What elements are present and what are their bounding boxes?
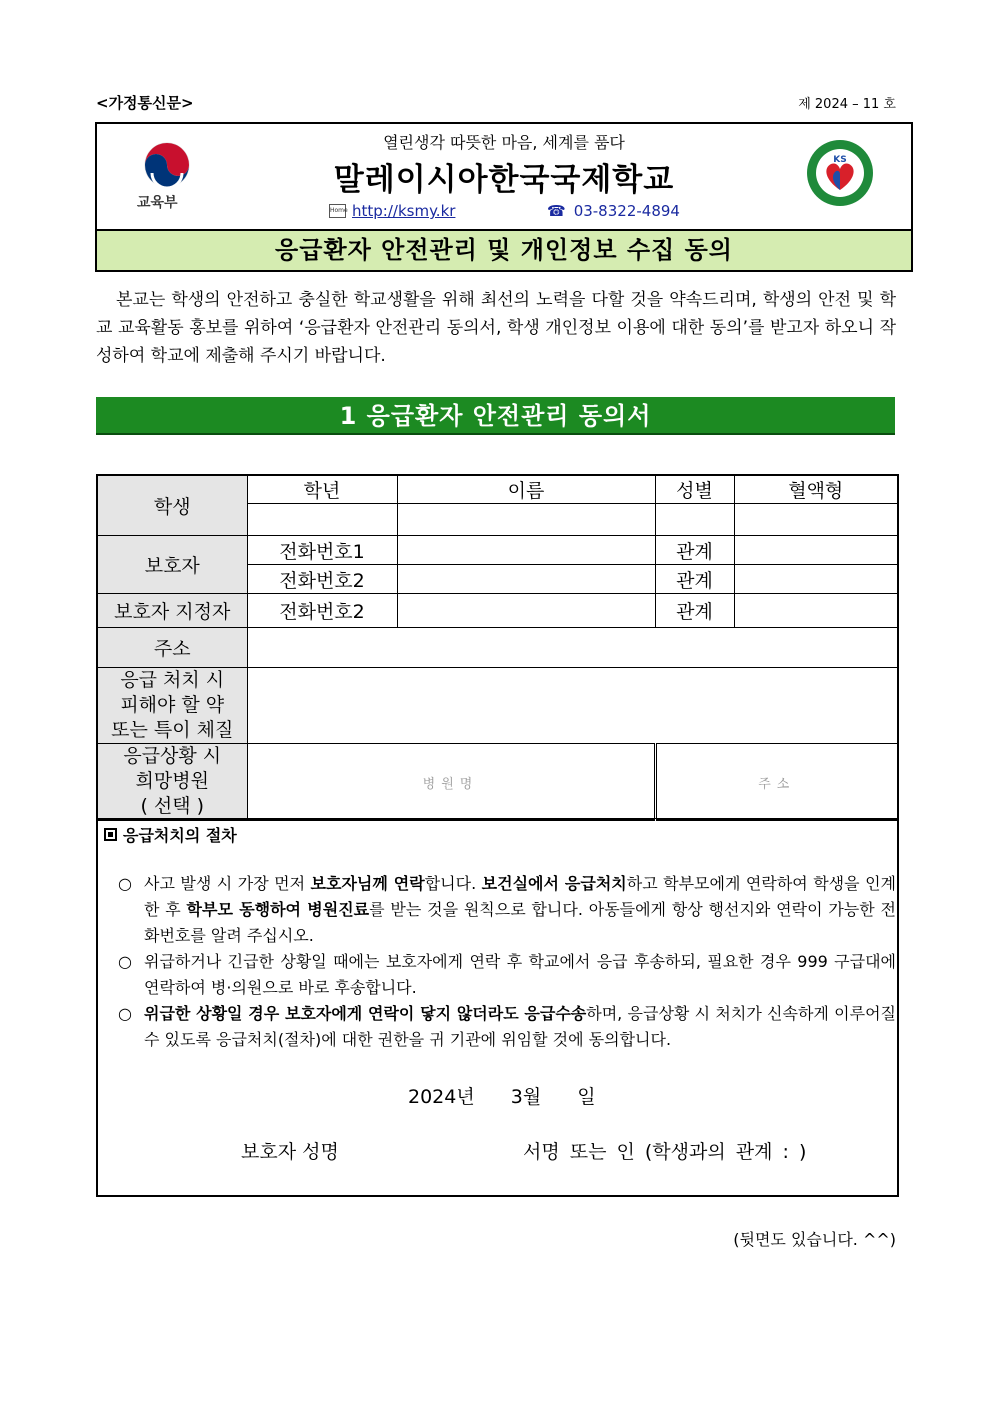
designated-phone-field[interactable] bbox=[397, 594, 655, 628]
avoid-label-line3: 또는 특이 체질 bbox=[111, 719, 234, 741]
doc-type-label: <가정통신문> bbox=[96, 94, 194, 112]
checkbox-square-icon bbox=[104, 828, 117, 841]
gender-header: 성별 bbox=[655, 475, 734, 504]
relation2-label: 관계 bbox=[655, 565, 734, 594]
hospital-address-field[interactable] bbox=[655, 744, 898, 821]
relation1-label: 관계 bbox=[655, 536, 734, 565]
grade-header: 학년 bbox=[247, 475, 397, 504]
address-field[interactable] bbox=[247, 628, 898, 668]
designated-phone-label: 전화번호2 bbox=[247, 594, 397, 628]
procedure-section bbox=[96, 818, 899, 1197]
procedure-title: 응급처치의 절차 bbox=[123, 826, 237, 845]
hospital-label-line3: ( 선택 ) bbox=[140, 795, 205, 817]
item1-part-f: 학부모 동행하여 병원진료 bbox=[186, 900, 370, 919]
korean-school-malaysia-logo-icon bbox=[805, 138, 875, 208]
preferred-hospital-label bbox=[97, 744, 247, 821]
bullet-circle-icon: ○ bbox=[118, 952, 132, 971]
section-title: 1 응급환자 안전관리 동의서 bbox=[96, 397, 895, 435]
document-title: 응급환자 안전관리 및 개인정보 수집 동의 bbox=[97, 229, 911, 270]
blood-type-field[interactable] bbox=[734, 504, 898, 536]
phone-contact bbox=[547, 202, 680, 220]
hospital-address-hint: 주소 bbox=[758, 776, 796, 792]
intro-text: 본교는 학생의 안전하고 충실한 학교생활을 위해 최선의 노력을 다할 것을 약속드리며, 학생의 안전 및 학교 교육활동 홍보를 위하여 ‘응급환자 안전관리 동의서, 학생 개인정보 이용에 대한 동의’를 받고자 하오니 작성하여 학교에 제출해 주시기 바랍니다. bbox=[96, 290, 896, 366]
phone-icon: ☎ bbox=[547, 202, 566, 220]
svg-text:KS: KS bbox=[833, 155, 847, 165]
designated-relation-field[interactable] bbox=[734, 594, 898, 628]
item3-part-a: 위급한 상황일 경우 보호자에게 연락이 닿지 않더라도 응급수송 bbox=[144, 1004, 587, 1023]
school-slogan: 열린생각 따뜻한 마음, 세계를 품다 bbox=[383, 133, 625, 152]
procedure-item-1 bbox=[118, 871, 896, 949]
avoid-medication-label bbox=[97, 668, 247, 744]
item1-part-a: 사고 발생 시 가장 먼저 bbox=[144, 874, 311, 893]
item2-text: 위급하거나 긴급한 상황일 때에는 보호자에게 연락 후 학교에서 응급 후송하되, 필요한 경우 999 구급대에 연락하여 병·의원으로 바로 후송합니다. bbox=[144, 952, 896, 997]
address-label: 주소 bbox=[97, 628, 247, 668]
issue-number: 제 2024 – 11 호 bbox=[798, 97, 896, 112]
bullet-circle-icon: ○ bbox=[118, 874, 132, 893]
hospital-name-field[interactable] bbox=[247, 744, 655, 821]
procedure-list bbox=[118, 871, 896, 1053]
phone2-label: 전화번호2 bbox=[247, 565, 397, 594]
phone1-label: 전화번호1 bbox=[247, 536, 397, 565]
item1-part-g: 를 받는 것을 원칙으로 합니다. 아동들에게 항상 행선지와 연락이 가능한 전화번호를 알려 주십시오. bbox=[144, 900, 896, 945]
relation2-field[interactable] bbox=[734, 565, 898, 594]
procedure-item-2 bbox=[118, 949, 896, 1001]
phone2-field[interactable] bbox=[397, 565, 655, 594]
hospital-name-hint: 병원명 bbox=[422, 776, 479, 792]
gender-field[interactable] bbox=[655, 504, 734, 536]
website-link[interactable] bbox=[329, 202, 455, 220]
hospital-label-line1: 응급상황 시 bbox=[123, 745, 222, 767]
designated-relation-label: 관계 bbox=[655, 594, 734, 628]
grade-field[interactable] bbox=[247, 504, 397, 536]
ministry-label: 교육부 bbox=[137, 195, 178, 211]
phone1-field[interactable] bbox=[397, 536, 655, 565]
item3-part-b: 하며, 응급상황 시 처치가 신속하게 이루어질 수 있도록 응급처치(절차)에 대한 권한을 귀 기관에 위임할 것에 동의합니다. bbox=[144, 1004, 896, 1049]
item1-part-e: 하고 학부모에게 연락하여 학생을 인계한 후 bbox=[144, 874, 896, 919]
name-header: 이름 bbox=[397, 475, 655, 504]
website-url[interactable]: http://ksmy.kr bbox=[352, 202, 456, 220]
hospital-label-line2: 희망병원 bbox=[135, 770, 209, 792]
intro-paragraph bbox=[96, 286, 896, 370]
avoid-label-line1: 응급 처치 시 bbox=[120, 669, 225, 691]
blood-type-header: 혈액형 bbox=[734, 475, 898, 504]
phone-number: 03-8322-4894 bbox=[573, 202, 680, 220]
guardian-label: 보호자 bbox=[97, 536, 247, 594]
school-name: 말레이시아한국국제학교 bbox=[333, 162, 675, 198]
letterhead bbox=[95, 122, 913, 272]
procedure-heading bbox=[104, 823, 237, 846]
avoid-medication-field[interactable] bbox=[247, 668, 898, 744]
home-icon: Home bbox=[329, 204, 346, 218]
student-label: 학생 bbox=[97, 475, 247, 536]
bullet-circle-icon: ○ bbox=[118, 1004, 132, 1023]
avoid-label-line2: 피해야 할 약 bbox=[120, 694, 225, 716]
guardian-name-label: 보호자 성명 bbox=[241, 1141, 339, 1163]
item1-part-d: 보건실에서 응급처치 bbox=[481, 874, 627, 893]
date-line: 2024년 3월 일 bbox=[408, 1086, 596, 1108]
designated-guardian-label: 보호자 지정자 bbox=[97, 594, 247, 628]
name-field[interactable] bbox=[397, 504, 655, 536]
back-page-note: (뒷면도 있습니다. ^^) bbox=[733, 1230, 896, 1249]
item1-part-b: 보호자님께 연락 bbox=[310, 874, 425, 893]
consent-form-table bbox=[96, 474, 899, 821]
procedure-item-3 bbox=[118, 1001, 896, 1053]
relation1-field[interactable] bbox=[734, 536, 898, 565]
signature-label[interactable]: 서명 또는 인 (학생과의 관계 : ) bbox=[523, 1141, 807, 1163]
item1-part-c: 합니다. bbox=[424, 874, 482, 893]
